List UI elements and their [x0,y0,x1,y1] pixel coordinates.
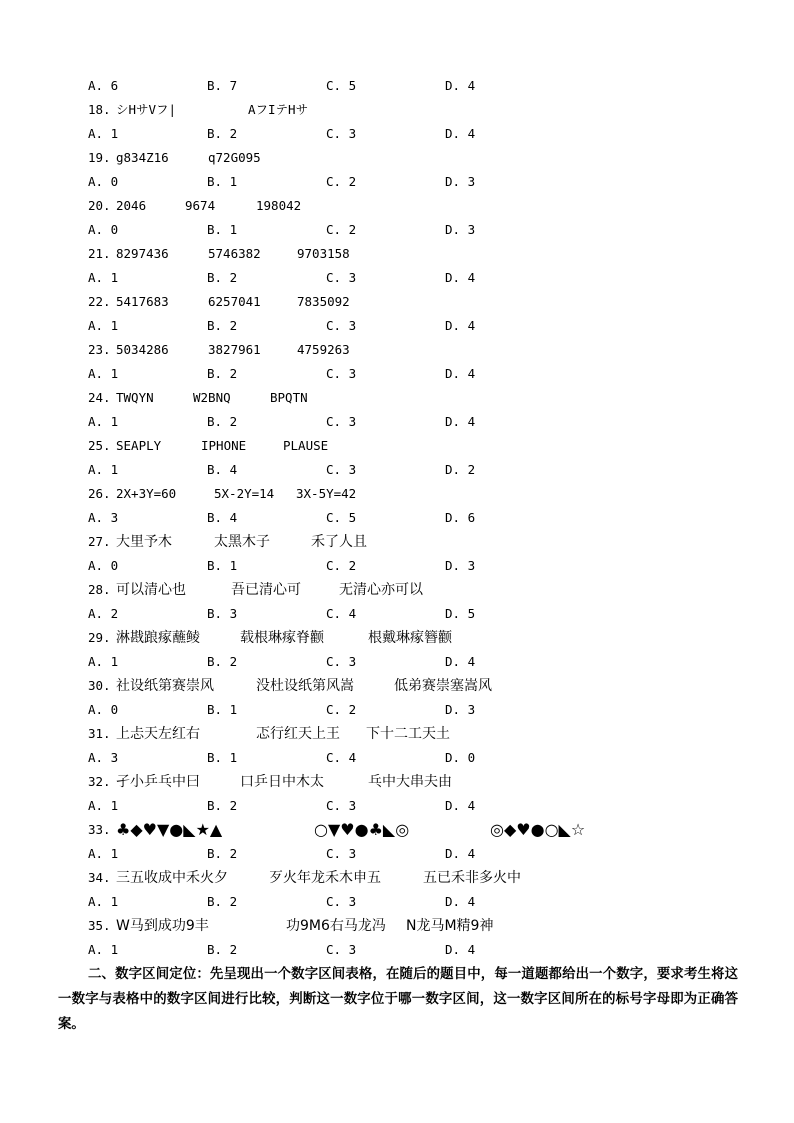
question-item: シHサVフ| [116,102,177,117]
option-b: B. 4 [207,462,238,477]
option-c: C. 5 [326,78,357,93]
option-b: B. 2 [207,126,238,141]
question-item: 9674 [185,198,216,213]
question-item: 下十二工天土 [366,726,450,742]
option-d: D. 4 [445,894,476,909]
question-item: 5034286 [116,342,169,357]
question-item: 吾已清心可 [231,582,301,598]
option-c: C. 2 [326,558,357,573]
question-item: 2046 [116,198,147,213]
option-a: A. 1 [88,894,119,909]
option-a: A. 3 [88,510,119,525]
option-d: D. 6 [445,510,476,525]
question-item: 无清心亦可以 [339,582,423,598]
question-number: 18. [88,102,111,117]
option-d: D. 4 [445,78,476,93]
option-c: C. 2 [326,222,357,237]
option-c: C. 3 [326,366,357,381]
question-item: 大里予木 [116,534,172,550]
question-number: 35. [88,918,111,933]
option-d: D. 3 [445,702,476,717]
question-item: 五已禾非多火中 [423,870,521,886]
option-b: B. 1 [207,750,238,765]
option-a: A. 0 [88,702,119,717]
question-number: 31. [88,726,111,741]
option-c: C. 3 [326,414,357,429]
option-c: C. 2 [326,702,357,717]
question-item: 8297436 [116,246,169,261]
option-c: C. 3 [326,126,357,141]
question-item: AフIテHサ [248,102,309,117]
option-d: D. 4 [445,654,476,669]
option-d: D. 3 [445,222,476,237]
question-item: W马到成功9丰 [116,918,209,934]
question-item: 6257041 [208,294,261,309]
option-b: B. 2 [207,270,238,285]
question-item: 太黑木子 [214,534,270,550]
question-number: 21. [88,246,111,261]
option-d: D. 4 [445,270,476,285]
question-item: 上忐天左红右 [116,726,200,742]
option-c: C. 3 [326,270,357,285]
option-b: B. 2 [207,894,238,909]
question-item: ♣◆♥▼●◣★▲ [116,820,223,839]
option-c: C. 4 [326,750,357,765]
question-item: 社设纸第赛崇风 [116,678,214,694]
question-number: 22. [88,294,111,309]
question-item: 根戴琳瘃簪颧 [368,630,452,646]
question-item: SEAPLY [116,438,162,453]
question-item: 忑行红天上王 [256,726,340,742]
question-number: 32. [88,774,111,789]
question-number: 28. [88,582,111,597]
option-a: A. 1 [88,798,119,813]
question-number: 34. [88,870,111,885]
option-a: A. 1 [88,942,119,957]
question-number: 33. [88,822,111,837]
option-c: C. 3 [326,798,357,813]
option-a: A. 1 [88,462,119,477]
question-item: N龙马M精9神 [406,918,494,934]
question-number: 20. [88,198,111,213]
question-item: 可以清心也 [116,582,186,598]
option-d: D. 0 [445,750,476,765]
question-number: 25. [88,438,111,453]
question-item: 乓中大串夫由 [368,774,452,790]
option-d: D. 4 [445,318,476,333]
question-item: 淋戡踉瘃蘸鲮 [116,630,200,646]
question-item: BPQTN [270,390,308,405]
option-b: B. 2 [207,366,238,381]
question-item: IPHONE [201,438,247,453]
question-item: PLAUSE [283,438,329,453]
option-c: C. 3 [326,846,357,861]
option-b: B. 2 [207,318,238,333]
option-c: C. 3 [326,654,357,669]
option-c: C. 3 [326,894,357,909]
option-c: C. 2 [326,174,357,189]
question-item: W2BNQ [193,390,231,405]
option-a: A. 3 [88,750,119,765]
option-a: A. 1 [88,414,119,429]
option-b: B. 1 [207,174,238,189]
question-item: 7835092 [297,294,350,309]
question-number: 27. [88,534,111,549]
option-c: C. 4 [326,606,357,621]
option-d: D. 3 [445,174,476,189]
option-b: B. 2 [207,654,238,669]
option-b: B. 2 [207,942,238,957]
question-item: 5746382 [208,246,261,261]
option-d: D. 5 [445,606,476,621]
question-item: 歹火年龙禾木申五 [269,870,381,886]
option-b: B. 1 [207,558,238,573]
question-item: g834Z16 [116,150,169,165]
option-c: C. 3 [326,462,357,477]
option-b: B. 3 [207,606,238,621]
option-a: A. 0 [88,174,119,189]
question-item: 孑小乒乓中曰 [116,774,200,790]
option-a: A. 2 [88,606,119,621]
question-item: TWQYN [116,390,154,405]
option-a: A. 1 [88,366,119,381]
question-item: 3X-5Y=42 [296,486,357,501]
question-item: q72G095 [208,150,261,165]
option-d: D. 2 [445,462,476,477]
question-number: 29. [88,630,111,645]
option-a: A. 0 [88,558,119,573]
option-b: B. 1 [207,222,238,237]
option-d: D. 4 [445,846,476,861]
option-d: D. 3 [445,558,476,573]
question-item: 低弟赛崇塞嵩风 [394,678,492,694]
question-item: 3827961 [208,342,261,357]
question-number: 26. [88,486,111,501]
option-b: B. 1 [207,702,238,717]
option-a: A. 0 [88,222,119,237]
question-item: 198042 [256,198,302,213]
option-d: D. 4 [445,414,476,429]
question-item: 三五收成中禾火夕 [116,870,228,886]
question-item: 5X-2Y=14 [214,486,275,501]
question-item: 2X+3Y=60 [116,486,177,501]
question-item: 没杜设纸第风嵩 [256,678,354,694]
option-a: A. 1 [88,270,119,285]
option-c: C. 3 [326,318,357,333]
option-d: D. 4 [445,798,476,813]
option-c: C. 3 [326,942,357,957]
option-b: B. 7 [207,78,238,93]
question-number: 30. [88,678,111,693]
option-d: D. 4 [445,366,476,381]
question-item: 5417683 [116,294,169,309]
option-a: A. 6 [88,78,119,93]
question-number: 23. [88,342,111,357]
option-b: B. 2 [207,414,238,429]
question-item: 9703158 [297,246,350,261]
option-b: B. 2 [207,798,238,813]
option-d: D. 4 [445,126,476,141]
option-c: C. 5 [326,510,357,525]
question-item: 载根琳瘃脊颧 [240,630,324,646]
question-item: 4759263 [297,342,350,357]
option-a: A. 1 [88,318,119,333]
option-b: B. 4 [207,510,238,525]
option-a: A. 1 [88,654,119,669]
question-item: ◎◆♥●○◣☆ [490,820,586,839]
option-d: D. 4 [445,942,476,957]
section-heading-paragraph: 二、数字区间定位：先呈现出一个数字区间表格，在随后的题目中，每一道题都给出一个数字，要求考生将这一数字与表格中的数字区间进行比较，判断这一数字位于哪一数字区间，这一数字区间所在的标号字母即为正确答案。 [58,967,738,1032]
question-item: 口乒日中木太 [240,774,324,790]
question-item: ○▼♥●♣◣◎ [314,820,410,839]
question-number: 19. [88,150,111,165]
option-a: A. 1 [88,126,119,141]
question-item: 禾了人且 [311,534,367,550]
question-item: 功9M6右马龙冯 [286,918,386,934]
question-number: 24. [88,390,111,405]
option-a: A. 1 [88,846,119,861]
option-b: B. 2 [207,846,238,861]
